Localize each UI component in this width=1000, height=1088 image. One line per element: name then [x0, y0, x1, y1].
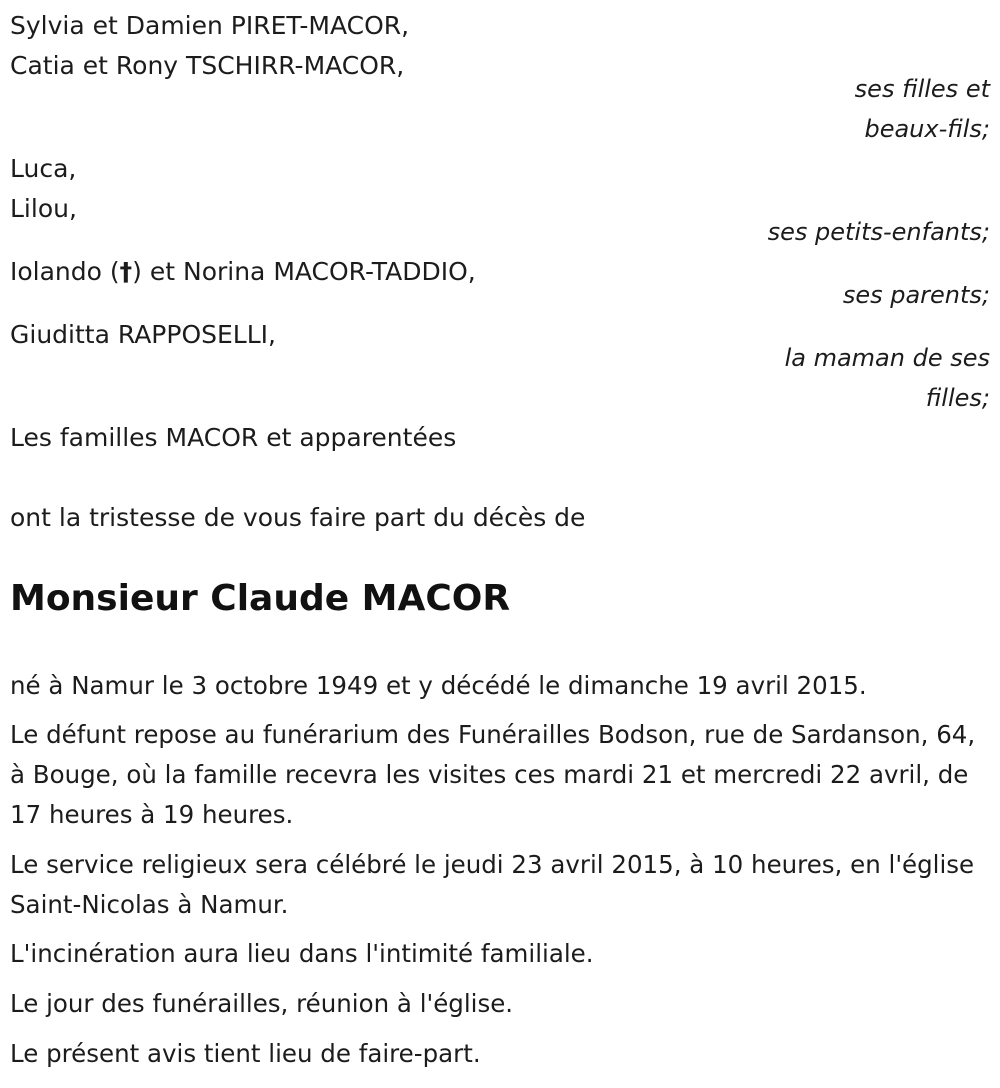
relation-mother-line-1: la maman de ses	[784, 344, 990, 372]
families-line: Les familles MACOR et apparentées	[10, 423, 457, 452]
notice-paragraph: Le présent avis tient lieu de faire-part.	[10, 1039, 481, 1068]
deceased-name-heading: Monsieur Claude MACOR	[10, 578, 511, 619]
birth-death-paragraph: né à Namur le 3 octobre 1949 et y décédé le dimanche 19 avril 2015.	[10, 671, 867, 700]
reunion-paragraph: Le jour des funérailles, réunion à l'église.	[10, 989, 514, 1018]
service-paragraph: Le service religieux sera célébré le jeudi 23 avril 2015, à 10 heures, en l'église Saint-Nicolas à Namur.	[10, 850, 975, 919]
parents-line-start: Iolando (	[10, 257, 120, 286]
relation-parents: ses parents;	[842, 281, 990, 309]
funerarium-paragraph: Le défunt repose au funérarium des Funérailles Bodson, rue de Sardanson, 64, à Bouge, où la famille recevra les visites ces mardi 21 et mercredi 22 avril, de 17 heures à 19 heures.	[10, 720, 976, 829]
relation-daughters-line-2: beaux-fils;	[864, 115, 990, 143]
relation-daughters-line-1: ses filles et	[854, 75, 990, 103]
parents-line	[10, 252, 476, 292]
parents-line-end: ) et Norina MACOR-TADDIO,	[132, 257, 476, 286]
grandchild-luca: Luca,	[10, 154, 77, 183]
relation-grandchildren: ses petits-enfants;	[767, 218, 990, 246]
family-line-daughter-2: Catia et Rony TSCHIRR-MACOR,	[10, 51, 405, 80]
announcement-text: ont la tristesse de vous faire part du décès de	[10, 503, 586, 532]
family-line-daughter-1: Sylvia et Damien PIRET-MACOR,	[10, 11, 410, 40]
grandchild-lilou: Lilou,	[10, 194, 77, 223]
cremation-paragraph: L'incinération aura lieu dans l'intimité familiale.	[10, 939, 594, 968]
mother-line: Giuditta RAPPOSELLI,	[10, 320, 276, 349]
cross-icon: †	[119, 257, 133, 286]
relation-mother-line-2: filles;	[925, 384, 990, 412]
